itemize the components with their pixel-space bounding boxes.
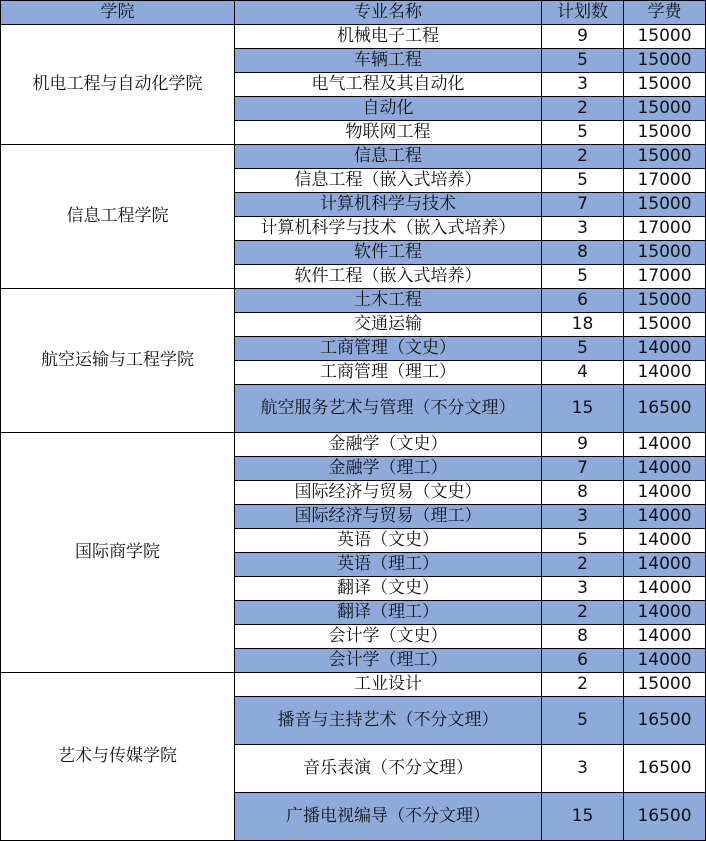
major-cell: 电气工程及其自动化 [235, 73, 542, 97]
table-row [1, 289, 706, 313]
college-cell: 国际商学院 [1, 433, 235, 673]
fee-cell: 16500 [624, 385, 706, 433]
major-cell: 计算机科学与技术（嵌入式培养） [235, 217, 542, 241]
major-cell: 英语（文史） [235, 529, 542, 553]
plan-cell: 6 [542, 289, 624, 313]
table-row [1, 433, 706, 457]
plan-cell: 8 [542, 481, 624, 505]
header-row [1, 1, 706, 25]
major-cell: 工商管理（文史） [235, 337, 542, 361]
fee-cell: 17000 [624, 169, 706, 193]
plan-cell: 2 [542, 553, 624, 577]
fee-cell: 15000 [624, 145, 706, 169]
major-cell: 信息工程 [235, 145, 542, 169]
plan-cell: 3 [542, 217, 624, 241]
major-cell: 交通运输 [235, 313, 542, 337]
major-cell: 广播电视编导（不分文理） [235, 793, 542, 841]
major-cell: 英语（理工） [235, 553, 542, 577]
fee-cell: 15000 [624, 25, 706, 49]
plan-cell: 5 [542, 49, 624, 73]
header-fee: 学费 [624, 1, 706, 25]
major-cell: 金融学（文史） [235, 433, 542, 457]
major-cell: 工业设计 [235, 673, 542, 697]
plan-cell: 5 [542, 529, 624, 553]
major-cell: 机械电子工程 [235, 25, 542, 49]
plan-cell: 5 [542, 265, 624, 289]
fee-cell: 14000 [624, 433, 706, 457]
fee-cell: 17000 [624, 217, 706, 241]
fee-cell: 14000 [624, 457, 706, 481]
major-cell: 播音与主持艺术（不分文理） [235, 697, 542, 745]
major-cell: 计算机科学与技术 [235, 193, 542, 217]
major-cell: 土木工程 [235, 289, 542, 313]
plan-cell: 8 [542, 241, 624, 265]
fee-cell: 17000 [624, 265, 706, 289]
major-cell: 国际经济与贸易（理工） [235, 505, 542, 529]
major-cell: 信息工程（嵌入式培养） [235, 169, 542, 193]
major-cell: 金融学（理工） [235, 457, 542, 481]
major-cell: 会计学（文史） [235, 625, 542, 649]
plan-cell: 5 [542, 697, 624, 745]
plan-cell: 3 [542, 505, 624, 529]
fee-cell: 15000 [624, 289, 706, 313]
fee-cell: 15000 [624, 241, 706, 265]
table-row [1, 25, 706, 49]
fee-cell: 15000 [624, 193, 706, 217]
plan-cell: 3 [542, 73, 624, 97]
plan-cell: 15 [542, 793, 624, 841]
table-row [1, 145, 706, 169]
fee-cell: 16500 [624, 697, 706, 745]
major-cell: 软件工程（嵌入式培养） [235, 265, 542, 289]
fee-cell: 14000 [624, 649, 706, 673]
fee-cell: 14000 [624, 505, 706, 529]
fee-cell: 14000 [624, 361, 706, 385]
plan-cell: 3 [542, 745, 624, 793]
plan-cell: 2 [542, 601, 624, 625]
plan-cell: 5 [542, 337, 624, 361]
plan-cell: 2 [542, 145, 624, 169]
plan-cell: 4 [542, 361, 624, 385]
fee-cell: 14000 [624, 577, 706, 601]
major-cell: 翻译（理工） [235, 601, 542, 625]
college-cell: 艺术与传媒学院 [1, 673, 235, 841]
college-cell: 机电工程与自动化学院 [1, 25, 235, 145]
fee-cell: 15000 [624, 97, 706, 121]
table-body [1, 25, 706, 841]
plan-cell: 6 [542, 649, 624, 673]
fee-cell: 15000 [624, 121, 706, 145]
college-cell: 航空运输与工程学院 [1, 289, 235, 433]
fee-cell: 15000 [624, 313, 706, 337]
fee-cell: 15000 [624, 49, 706, 73]
plan-cell: 5 [542, 121, 624, 145]
plan-cell: 9 [542, 25, 624, 49]
major-cell: 工商管理（理工） [235, 361, 542, 385]
fee-cell: 14000 [624, 601, 706, 625]
plan-cell: 9 [542, 433, 624, 457]
college-cell: 信息工程学院 [1, 145, 235, 289]
table-row [1, 673, 706, 697]
major-cell: 物联网工程 [235, 121, 542, 145]
plan-cell: 7 [542, 457, 624, 481]
major-cell: 会计学（理工） [235, 649, 542, 673]
fee-cell: 14000 [624, 553, 706, 577]
fee-cell: 14000 [624, 337, 706, 361]
plan-cell: 15 [542, 385, 624, 433]
header-major: 专业名称 [235, 1, 542, 25]
header-plan: 计划数 [542, 1, 624, 25]
major-cell: 自动化 [235, 97, 542, 121]
major-cell: 国际经济与贸易（文史） [235, 481, 542, 505]
plan-cell: 3 [542, 577, 624, 601]
fee-cell: 15000 [624, 673, 706, 697]
major-cell: 软件工程 [235, 241, 542, 265]
fee-cell: 16500 [624, 745, 706, 793]
plan-cell: 7 [542, 193, 624, 217]
plan-cell: 8 [542, 625, 624, 649]
major-cell: 车辆工程 [235, 49, 542, 73]
fee-cell: 15000 [624, 73, 706, 97]
major-cell: 航空服务艺术与管理（不分文理） [235, 385, 542, 433]
plan-cell: 2 [542, 673, 624, 697]
major-cell: 翻译（文史） [235, 577, 542, 601]
plan-cell: 5 [542, 169, 624, 193]
plan-cell: 2 [542, 97, 624, 121]
fee-cell: 14000 [624, 481, 706, 505]
header-college: 学院 [1, 1, 235, 25]
major-cell: 音乐表演（不分文理） [235, 745, 542, 793]
fee-cell: 14000 [624, 529, 706, 553]
fee-cell: 16500 [624, 793, 706, 841]
fee-cell: 14000 [624, 625, 706, 649]
plan-cell: 18 [542, 313, 624, 337]
